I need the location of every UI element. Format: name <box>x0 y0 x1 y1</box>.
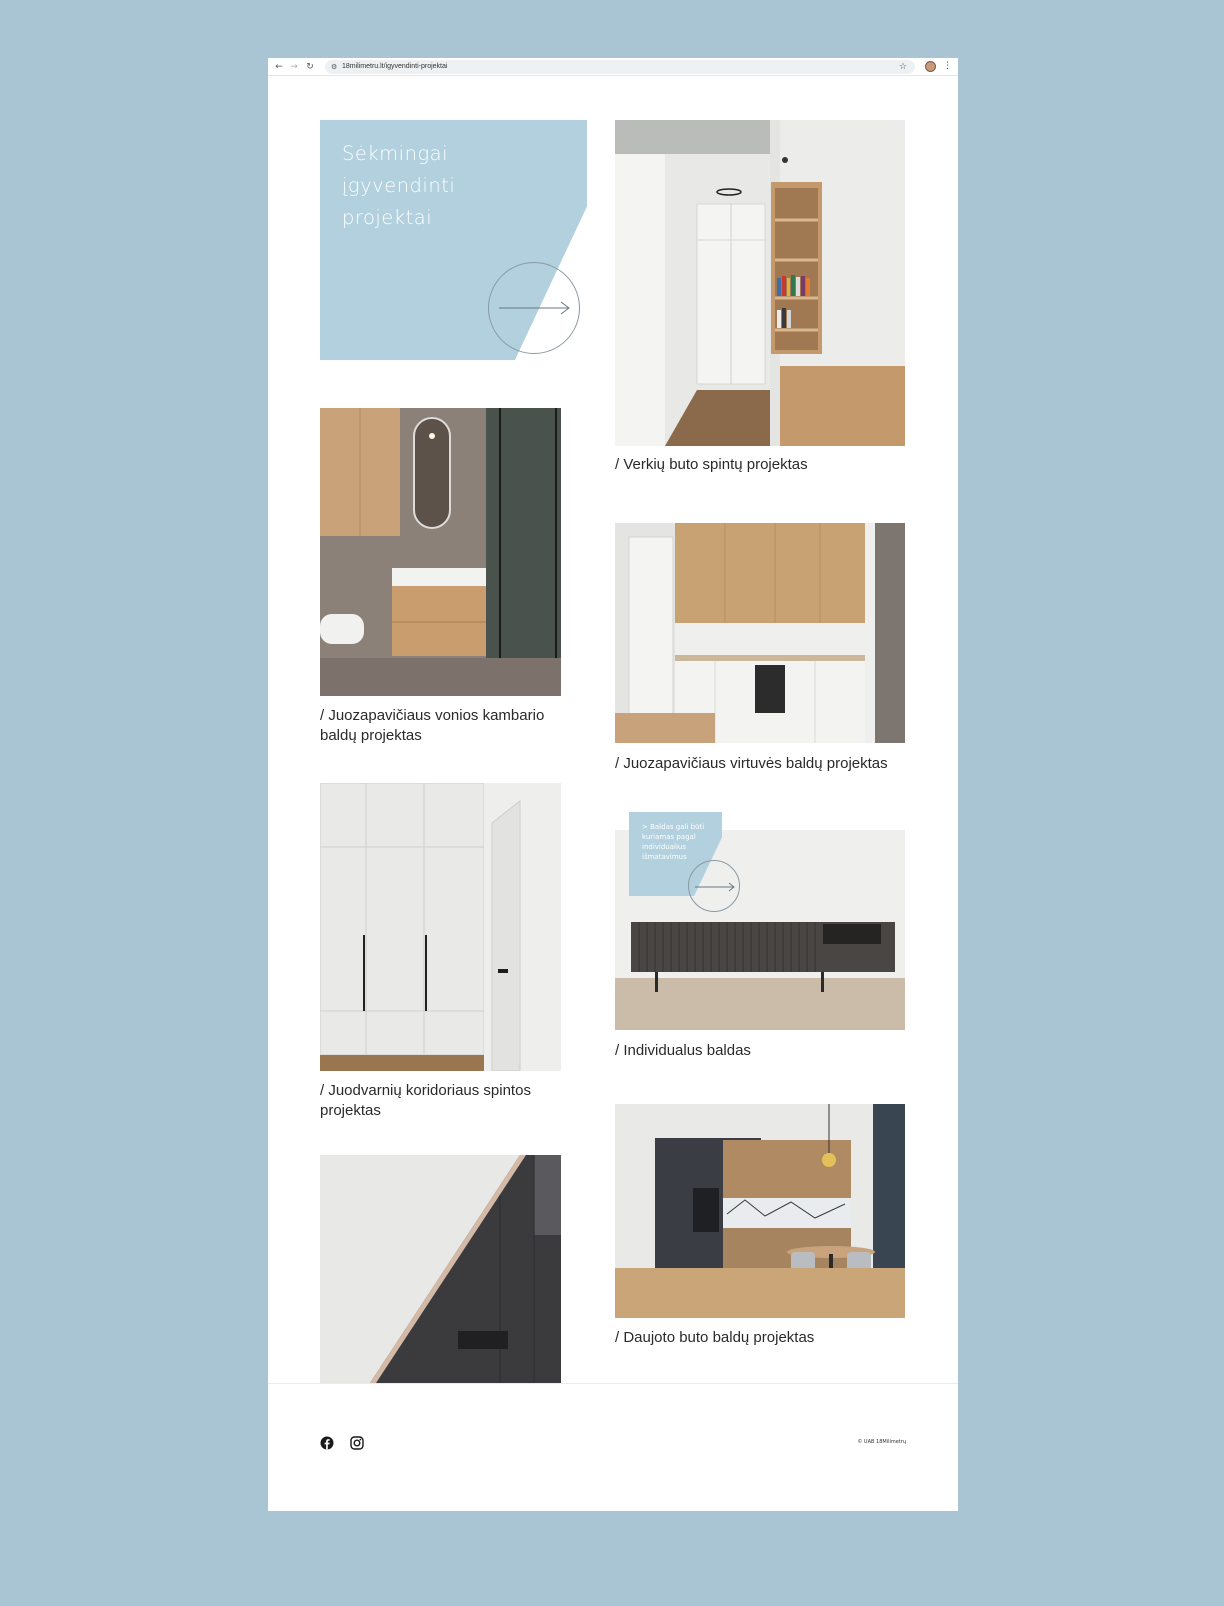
project-caption[interactable]: / Juozapavičiaus vonios kambario baldų projektas <box>320 707 545 744</box>
project-photo-corridor[interactable] <box>320 783 561 1071</box>
wardrobe-photo <box>615 120 905 446</box>
overlay-arrow-button[interactable] <box>688 860 740 912</box>
project-photo-verkiai[interactable] <box>615 120 905 446</box>
kitchen-photo <box>615 523 905 743</box>
project-photo-bathroom[interactable] <box>320 408 561 696</box>
project-caption[interactable]: / Daujoto buto baldų projektas <box>615 1329 815 1346</box>
project-caption[interactable]: / Juodvarnių koridoriaus spintos projektas <box>320 1082 531 1119</box>
facebook-icon[interactable] <box>320 1435 334 1449</box>
page-title: Sėkmingai įgyvendinti projektai <box>342 142 456 229</box>
hero-arrow-button[interactable] <box>488 262 580 354</box>
attic-cabinet-photo <box>320 1155 561 1383</box>
site-info-icon[interactable]: ⚙ <box>331 63 338 71</box>
profile-avatar[interactable] <box>925 61 936 72</box>
arrow-right-icon <box>497 301 573 315</box>
browser-window <box>268 58 958 1511</box>
project-caption[interactable]: / Juozapavičiaus virtuvės baldų projektas <box>615 755 888 772</box>
browser-menu-icon[interactable]: ⋮ <box>943 61 952 71</box>
project-photo-attic[interactable] <box>320 1155 561 1383</box>
overlay-text: > Baldas gali būti kuriamas pagal individualius išmatavimus <box>642 823 705 861</box>
project-photo-daujoto[interactable] <box>615 1104 905 1318</box>
browser-toolbar <box>268 58 958 76</box>
back-icon[interactable]: ← <box>275 62 283 72</box>
instagram-icon[interactable] <box>350 1435 364 1449</box>
url-text[interactable]: 18milimetru.lt/igyvendinti-projektai <box>342 63 448 70</box>
footer-divider <box>268 1383 958 1384</box>
copyright-text: © UAB 18Milimetrų <box>857 1439 906 1445</box>
arrow-right-icon <box>694 882 736 892</box>
project-caption[interactable]: / Individualus baldas <box>615 1042 751 1059</box>
project-caption[interactable]: / Verkių buto spintų projektas <box>615 456 808 473</box>
bookmark-star-icon[interactable]: ☆ <box>898 62 907 72</box>
corridor-wardrobe-photo <box>320 783 561 1071</box>
bathroom-photo <box>320 408 561 696</box>
dining-kitchen-photo <box>615 1104 905 1318</box>
project-photo-kitchen[interactable] <box>615 523 905 743</box>
reload-icon[interactable]: ↻ <box>306 62 314 72</box>
address-bar[interactable] <box>325 60 915 74</box>
forward-icon[interactable]: → <box>290 62 298 72</box>
